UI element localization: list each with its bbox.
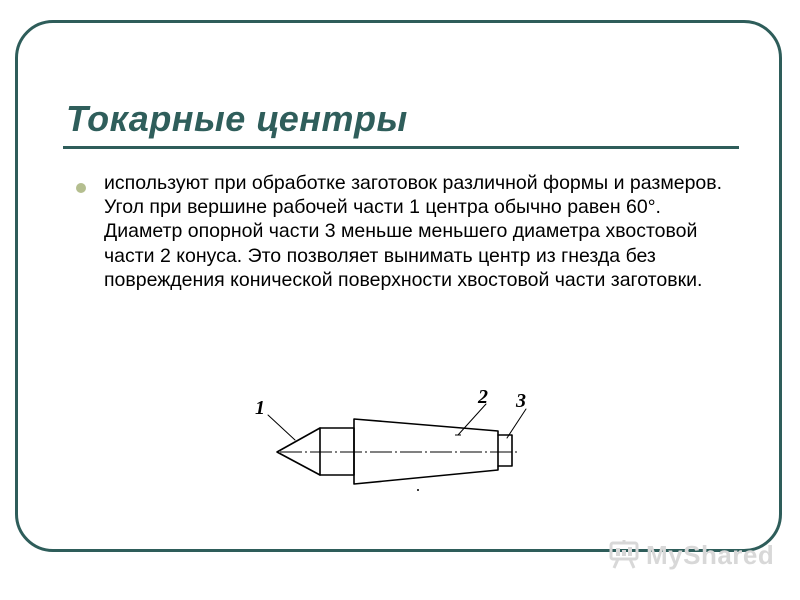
label-part-1: 1	[255, 397, 265, 419]
watermark-text: MyShared	[646, 540, 775, 570]
label-part-2: 2	[478, 386, 488, 408]
support-end	[498, 435, 512, 466]
label-part-3: 3	[516, 390, 526, 412]
lathe-center-drawing	[250, 385, 550, 500]
bullet-text: используют при обработке заготовок различной формы и размеров. Угол при вершине рабочей части 1 центра обычно равен 60°. Диаметр опорной части 3 меньше меньшего диаметра хвостовой части 2 конуса. Это позволяет вынимать центр из гнезда без повреждения конической поверхности хвостовой части заготовки.	[104, 172, 723, 291]
leader-line-1	[268, 415, 295, 440]
presentation-board-icon	[608, 538, 642, 570]
watermark-logo	[608, 538, 775, 572]
bullet-dot-icon	[76, 183, 86, 193]
title-underline	[63, 146, 739, 149]
slide-title: Токарные центры	[66, 98, 408, 139]
axis-mark-dot	[417, 489, 419, 491]
leader-line-3	[507, 409, 526, 438]
